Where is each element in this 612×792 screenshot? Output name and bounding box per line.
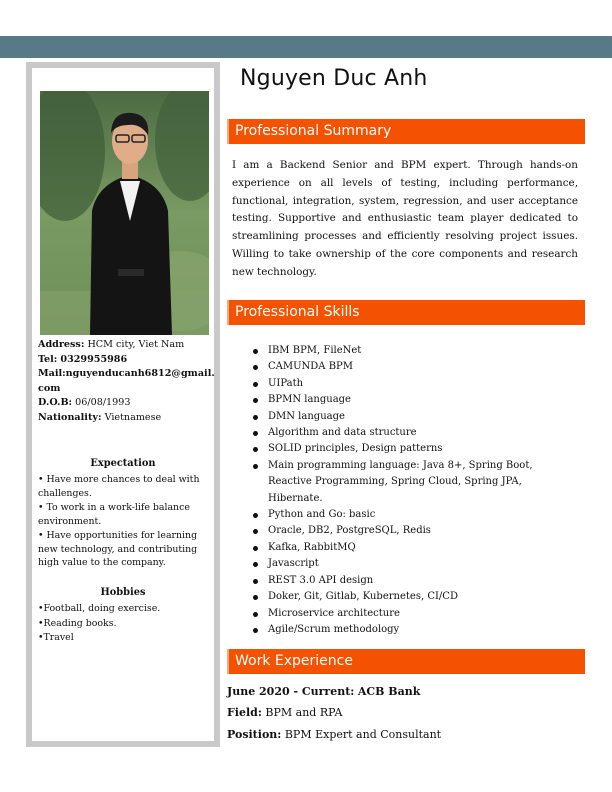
skill-item: Oracle, DB2, PostgreSQL, Redis [253,523,578,539]
profile-photo [40,91,209,335]
skills-list [253,343,578,638]
work-field-row: Field: BPM and RPA [227,706,343,719]
skill-item: REST 3.0 API design [253,573,578,589]
work-period-row: June 2020 - Current: ACB Bank [227,685,421,698]
contact-info [38,338,213,425]
skill-item: Main programming language: Java 8+, Spring Boot, Reactive Programming, Spring Cloud, Spring JPA, Hibernate. [253,458,578,507]
header-band [0,36,612,58]
list-item: • To work in a work-life balance environment. [38,502,190,527]
skill-item: Javascript [253,556,578,572]
bullet-icon [253,415,258,420]
bullet-icon [253,579,258,584]
expectation-list [38,473,210,571]
address-row: Address: HCM city, Viet Nam [38,339,185,350]
candidate-name: Nguyen Duc Anh [240,66,428,91]
hobbies-list [38,602,210,646]
skill-item: Kafka, RabbitMQ [253,540,578,556]
list-item: •Reading books. [38,617,117,629]
skill-item: Microservice architecture [253,606,578,622]
bullet-icon [253,349,258,354]
bullet-icon [253,546,258,551]
skill-item: Python and Go: basic [253,507,578,523]
skill-item: Algorithm and data structure [253,425,578,441]
skill-item: Agile/Scrum methodology [253,622,578,638]
bullet-icon [253,612,258,617]
bullet-icon [253,398,258,403]
bullet-icon [253,431,258,436]
skill-item: Doker, Git, Gitlab, Kubernetes, CI/CD [253,589,578,605]
skill-item: IBM BPM, FileNet [253,343,578,359]
tel-row: Tel: 0329955986 [38,353,128,365]
bullet-icon [253,365,258,370]
skill-item: DMN language [253,409,578,425]
list-item: • Have more chances to deal with challenges. [38,474,200,499]
skill-item: BPMN language [253,392,578,408]
bullet-icon [253,447,258,452]
list-item: •Travel [38,632,74,643]
bullet-icon [253,513,258,518]
expectation-heading: Expectation [90,458,156,469]
nationality-row: Nationality: Vietnamese [38,411,162,423]
list-item: •Football, doing exercise. [38,603,161,614]
summary-section-bar: Professional Summary [227,119,585,144]
skill-item: CAMUNDA BPM [253,359,578,375]
portrait-image [40,91,209,335]
skill-item: SOLID principles, Design patterns [253,441,578,457]
bullet-icon [253,562,258,567]
hobbies-heading: Hobbies [100,587,146,598]
work-position-row: Position: BPM Expert and Consultant [227,728,442,741]
skill-item: UIPath [253,376,578,392]
mail-row: Mail:nguyenducanh6812@gmail. [38,368,215,379]
list-item: • Have opportunities for learning new technology, and contributing high value to the company. [38,530,198,568]
bullet-icon [253,529,258,534]
bullet-icon [253,464,258,469]
skills-section-bar: Professional Skills [227,300,585,325]
work-section-bar: Work Experience [227,649,585,674]
bullet-icon [253,382,258,387]
bullet-icon [253,628,258,633]
dob-row: D.O.B: 06/08/1993 [38,397,131,408]
mail-row-cont: com [38,382,61,394]
bullet-icon [253,595,258,600]
summary-text: I am a Backend Senior and BPM expert. Through hands-on experience on all levels of testing, including performance, functional, integration, system, regression, and user acceptance testing. Supportive and enthusiastic team player dedicated to streamlining processes and efficiently resolving project issues. Willing to take ownership of the core components and research new technology. [232,159,578,278]
